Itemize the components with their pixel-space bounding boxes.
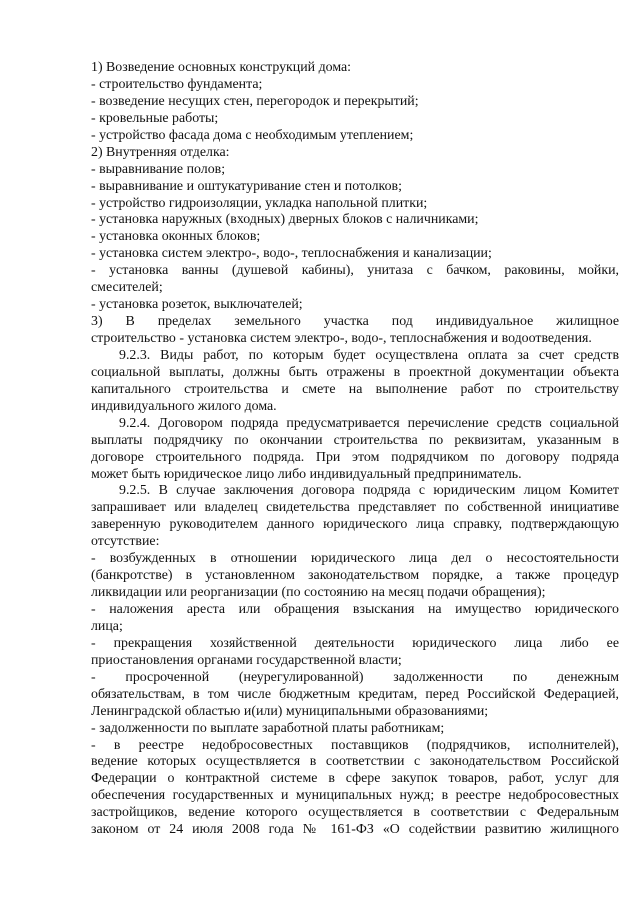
text-line: социальной выплаты, должны быть отражены в проектной документации объекта (91, 364, 619, 380)
text-line: индивидуального жилого дома. (91, 398, 277, 414)
text-line: запрашивает или владелец свидетельства представляет по собственной инициативе (91, 500, 619, 516)
text-line: 9.2.3. Виды работ, по которым будет осуществлена оплата за счет средств (119, 347, 619, 363)
text-line: законом от 24 июля 2008 года № 161-ФЗ «О содействии развитию жилищного (91, 822, 619, 838)
text-line: - установка наружных (входных) дверных блоков с наличниками; (91, 212, 479, 228)
text-line: - в реестре недобросовестных поставщиков (подрядчиков, исполнителей), (91, 737, 619, 753)
text-line: - установка розеток, выключателей; (91, 297, 303, 313)
text-line: - установка ванны (душевой кабины), унитаза с бачком, раковины, мойки, (91, 263, 619, 279)
text-line: приостановления органами государственной власти; (91, 652, 402, 668)
text-line: 3) В пределах земельного участка под индивидуальное жилищное (91, 314, 619, 330)
text-line: 9.2.5. В случае заключения договора подряда с юридическим лицом Комитет (119, 483, 619, 499)
text-line: Федерации о контрактной системе в сфере закупок товаров, работ, услуг для (91, 771, 619, 787)
text-line: - установка систем электро-, водо-, теплоснабжения и канализации; (91, 246, 492, 262)
text-line: - устройство гидроизоляции, укладка напольной плитки; (91, 195, 428, 211)
text-line: - задолженности по выплате заработной платы работникам; (91, 720, 445, 736)
text-line: - возведение несущих стен, перегородок и перекрытий; (91, 93, 419, 109)
text-line: - просроченной (неурегулированной) задолженности по денежным (91, 669, 619, 685)
text-line: строительство - установка систем электро-, водо-, теплоснабжения и водоотведения. (91, 331, 592, 346)
text-line: ведение которых осуществляется в соответствии с законодательством Российской (91, 754, 619, 770)
text-line: - прекращения хозяйственной деятельности юридического лица либо ее (91, 635, 619, 651)
text-line: лица; (91, 618, 123, 634)
text-line: смесителей; (91, 280, 163, 296)
document-body (91, 60, 619, 839)
text-line: - установка оконных блоков; (91, 229, 261, 245)
text-line: выплаты подрядчику по окончании строительства по реквизитам, указанным в (91, 432, 619, 448)
text-line: обеспечения государственных и муниципальных нужд; в реестре недобросовестных (91, 788, 619, 804)
text-line: - выравнивание и оштукатуривание стен и потолков; (91, 178, 402, 194)
text-line: - кровельные работы; (91, 110, 219, 126)
text-line: - выравнивание полов; (91, 161, 226, 177)
text-line: договоре строительного подряда. При этом подрядчиком по договору подряда (91, 449, 619, 465)
text-line: 1) Возведение основных конструкций дома: (91, 60, 352, 75)
text-line: ликвидации или реорганизации (по состоянию на месяц подачи обращения); (91, 585, 546, 601)
text-line: - устройство фасада дома с необходимым утеплением; (91, 127, 414, 143)
text-line: может быть юридическое лицо либо индивидуальный предприниматель. (91, 466, 522, 482)
text-line: - строительство фундамента; (91, 76, 263, 92)
text-line: 9.2.4. Договором подряда предусматривается перечисление средств социальной (119, 415, 619, 431)
text-line: отсутствие: (91, 534, 160, 550)
text-line: 2) Внутренняя отделка: (91, 144, 230, 160)
text-line: (банкротстве) в установленном законодательством порядке, а также процедур (91, 568, 619, 584)
text-line: застройщиков, ведение которого осуществляется в соответствии с Федеральным (91, 805, 619, 821)
text-line: заверенную руководителем данного юридического лица справку, подтверждающую (91, 517, 619, 533)
text-line: - возбужденных в отношении юридического лица дел о несостоятельности (91, 551, 619, 567)
text-line: капитального строительства и смете на выполнение работ по строительству (91, 381, 619, 397)
text-line: обязательствам, в том числе бюджетным кредитам, перед Российской Федерацией, (91, 686, 619, 702)
text-line: - наложения ареста или обращения взыскания на имущество юридического (91, 602, 619, 617)
text-line: Ленинградской областью и(или) муниципальными образованиями; (91, 703, 489, 719)
